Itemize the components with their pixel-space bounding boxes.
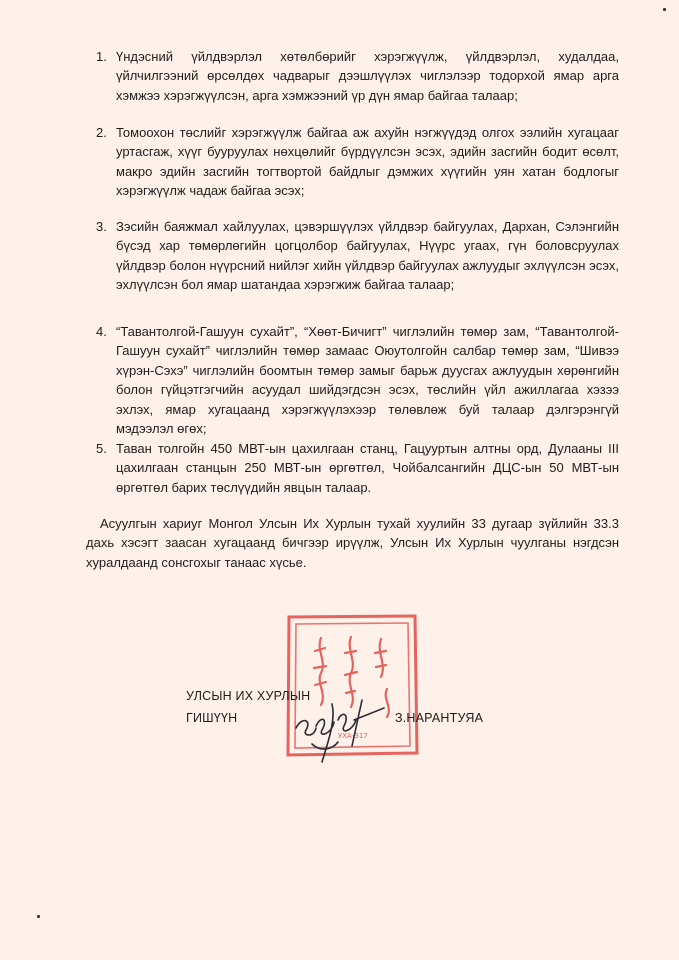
list-item-number: 3. [96,219,107,234]
signatory-title-line-2: ГИШҮҮН [186,711,238,725]
list-item-text: Томоохон төслийг хэрэгжүүлж байгаа аж ахуйн нэгжүүдэд олгох ээлийн хугацааг уртасгаж, хүүг бууруулах нөхцөлийг бүрдүүлсэн эсэх, эдийн засгийн бодит өсөлт, макро эдийн засгийн тогтвортой байдлыг дэмжих хүүгийн уян хатан бодлогыг хэрэгжүүлж чадаж байгаа эсэх; [116,125,619,199]
scan-speck [37,915,40,918]
list-item-number: 2. [96,125,107,140]
list-item-text: Таван толгойн 450 МВТ-ын цахилгаан станц, Гацууртын алтны орд, Дулааны III цахилгаан станцын 250 МВТ-ын өргөтгөл, Чойбалсангийн ДЦС-ын 50 МВТ-ын өргөтгөл барих төслүүдийн явцын талаар. [116,441,619,495]
closing-paragraph: Асуулгын хариуг Монгол Улсын Их Хурлын тухай хуулийн 33 дугаар зүйлийн 33.3 дахь хэсэгт заасан хугацаанд бичгээр ирүүлж, Улсын Их Хурлын чуулганы нэгдсэн хуралдаанд сонсгохыг танаас хүсье. [86,516,619,570]
list-item-1 [96,47,619,105]
list-item-text: Үндэсний үйлдвэрлэл хөтөлбөрийг хэрэгжүүлж, үйлдвэрлэл, худалдаа, үйлчилгээний өрсөлдөх чадварыг дээшлүүлэх чиглэлээр тодорхой ямар арга хэмжээ хэрэгжүүлсэн, арга хэмжээний үр дүн ямар байгаа талаар; [116,49,619,103]
handwritten-signature [292,690,402,770]
list-item-text: “Тавантолгой-Гашуун сухайт”, “Хөөт-Бичигт” чиглэлийн төмөр зам, “Тавантолгой-Гашуун сухайт” чиглэлийн төмөр замаас Оюутолгойн салбар төмөр зам, “Шивээ хүрэн-Сэхэ” чиглэлийн боомтын төмөр замыг барьж дуусгах ажлуудын хөрөнгийн болон гүйцэтгэгчийн асуудал шийдэгдсэн эсэх, төслийн үйл ажиллагаа хэзээ эхлэх, ямар хугацаанд хэрэгжүүлэхээр төлөвлөж буй талаар дэлгэрэнгүй мэдээлэл өгөх; [116,324,619,437]
stamp-number: УХА-317 [338,732,368,740]
signatory-title-line-1: УЛСЫН ИХ ХУРЛЫН [186,689,311,703]
signatory-name: З.НАРАНТУЯА [395,711,484,725]
list-item-3 [96,217,619,295]
list-item-5 [96,439,619,497]
list-item-text: Зэсийн баяжмал хайлуулах, цэвэршүүлэх үйлдвэр байгуулах, Дархан, Сэлэнгийн бүсэд хар төмөрлөгийн цогцолбор байгуулах, Нүүрс угаах, гүн боловсруулах үйлдвэр болон нүүрсний нийлэг хийн үйлдвэр байгуулах ажлуудыг эхлүүлсэн эсэх, эхлүүлсэн бол ямар шатандаа хэрэгжиж байгаа талаар; [116,219,619,293]
list-item-4 [96,322,619,438]
scan-speck [663,8,666,11]
list-item-number: 4. [96,324,107,339]
list-item-number: 5. [96,441,107,456]
list-item-2 [96,123,619,201]
list-item-number: 1. [96,49,107,64]
